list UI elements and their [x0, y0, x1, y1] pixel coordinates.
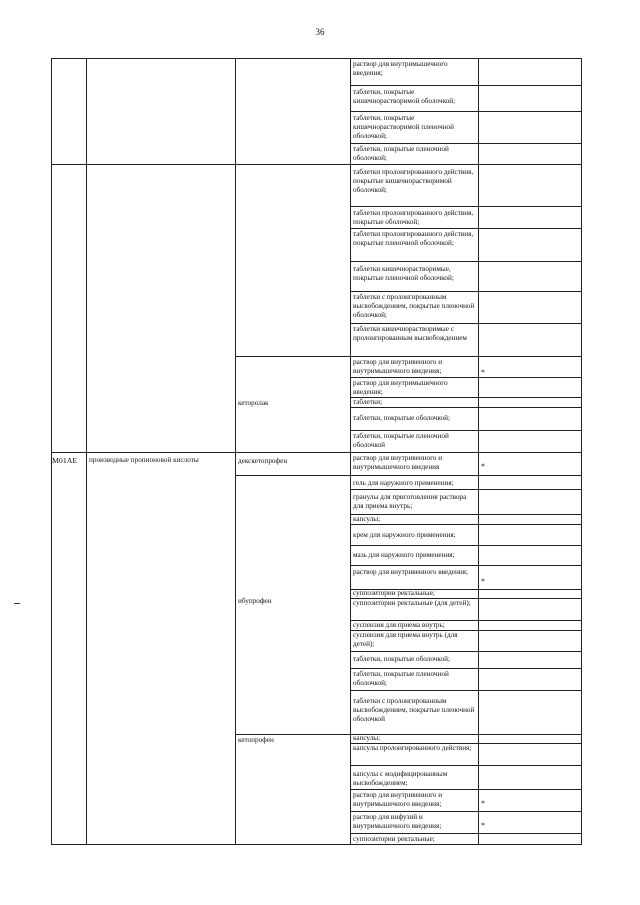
row-divider: [350, 690, 582, 691]
row-divider: [350, 430, 582, 431]
row-divider: [350, 789, 582, 790]
dosage-form: капсулы;: [353, 515, 381, 523]
row-divider: [51, 164, 582, 165]
dosage-form: капсулы пролонгированного действия;: [353, 744, 472, 752]
row-divider: [350, 323, 582, 324]
row-divider: [350, 85, 582, 86]
table-border-bottom: [51, 844, 582, 845]
dosage-form: таблетки;: [353, 398, 383, 406]
row-divider: [350, 143, 582, 144]
row-divider: [51, 452, 582, 453]
dosage-form: суппозитории ректальные;: [353, 835, 435, 843]
dosage-form: таблетки пролонгированного действия, покрытые оболочкой;: [353, 209, 474, 226]
asterisk-mark: *: [481, 368, 485, 377]
drug-name: декскетопрофен: [238, 457, 288, 465]
dosage-form: таблетки кишечнорастворимые, покрытые пленочной оболочкой;: [353, 265, 454, 282]
drug-name: кеторолак: [238, 399, 269, 407]
dosage-form: таблетки, покрытые пленочной оболочкой;: [353, 145, 449, 162]
dosage-form: таблетки, покрытые кишечнорастворимой оболочкой;: [353, 88, 456, 105]
row-divider: [350, 811, 582, 812]
asterisk-mark: *: [481, 577, 485, 586]
dosage-form: раствор для внутривенного и внутримышечного введения;: [353, 791, 443, 808]
row-divider: [350, 545, 582, 546]
dosage-form: таблетки кишечнорастворимые с пролонгированным высвобождением: [353, 325, 467, 342]
row-divider: [235, 356, 582, 357]
row-divider: [350, 291, 582, 292]
dosage-form: гель для наружного применения;: [353, 479, 454, 487]
row-divider: [350, 377, 582, 378]
row-divider: [350, 565, 582, 566]
page-number: 36: [315, 27, 325, 37]
drug-name: ибупрофен: [238, 597, 272, 605]
drug-table: [51, 58, 582, 845]
dosage-form: раствор для внутривенного и внутримышечного введения: [353, 454, 443, 471]
dosage-form: раствор для внутримышечного введения;: [353, 379, 448, 396]
row-divider: [350, 668, 582, 669]
dosage-form: таблетки, покрытые пленочной оболочкой: [353, 432, 449, 449]
dosage-form: гранулы для приготовления раствора для приема внутрь;: [353, 493, 467, 510]
row-divider: [235, 475, 582, 476]
dosage-form: таблетки пролонгированного действия, покрытые кишечнорастворимой оболочкой;: [353, 168, 474, 194]
dosage-form: таблетки с пролонгированным высвобождением, покрытые пленочной оболочкой;: [353, 293, 475, 319]
drug-name: кетопрофен: [238, 736, 274, 744]
dosage-form: мазь для наружного применения;: [353, 551, 455, 559]
pharmacological-group: производные пропионовой кислоты: [89, 456, 199, 464]
dosage-form: таблетки, покрытые оболочкой;: [353, 655, 450, 663]
row-divider: [350, 489, 582, 490]
dosage-form: капсулы;: [353, 734, 381, 742]
row-divider: [350, 261, 582, 262]
dosage-form: таблетки, покрытые кишечнорастворимой пленочной оболочкой;: [353, 114, 454, 140]
row-divider: [350, 524, 582, 525]
dosage-form: раствор для внутримышечного введения;: [353, 60, 448, 77]
atc-code: M01AE: [52, 456, 78, 465]
dosage-form: таблетки пролонгированного действия, покрытые пленочной оболочкой;: [353, 230, 474, 247]
dosage-form: таблетки, покрытые пленочной оболочкой;: [353, 670, 449, 687]
row-divider: [350, 111, 582, 112]
row-divider: [350, 651, 582, 652]
dosage-form: крем для наружного применения;: [353, 531, 456, 539]
row-divider: [350, 206, 582, 207]
asterisk-mark: *: [481, 462, 485, 471]
dosage-form: таблетки с пролонгированным высвобождением, покрытые пленочной оболочкой: [353, 697, 475, 723]
margin-mark: [14, 603, 20, 604]
dosage-form: раствор для внутривенного введения;: [353, 568, 468, 576]
dosage-form: раствор для внутривенного и внутримышечного введения;: [353, 358, 443, 375]
row-divider: [350, 407, 582, 408]
row-divider: [350, 833, 582, 834]
dosage-form: раствор для инфузий и внутримышечного введения;: [353, 813, 442, 830]
dosage-form: суспензия для приема внутрь;: [353, 621, 445, 629]
dosage-form: суспензия для приема внутрь (для детей);: [353, 631, 458, 648]
dosage-form: капсулы с модифицированным высвобождением;: [353, 770, 448, 787]
row-divider: [350, 765, 582, 766]
dosage-form: суппозитории ректальные;: [353, 589, 435, 597]
asterisk-mark: *: [481, 799, 485, 808]
table-border-top: [51, 58, 582, 59]
asterisk-mark: *: [481, 821, 485, 830]
dosage-form: суппозитории ректальные (для детей);: [353, 599, 471, 607]
dosage-form: таблетки, покрытые оболочкой;: [353, 414, 450, 422]
row-divider: [350, 228, 582, 229]
